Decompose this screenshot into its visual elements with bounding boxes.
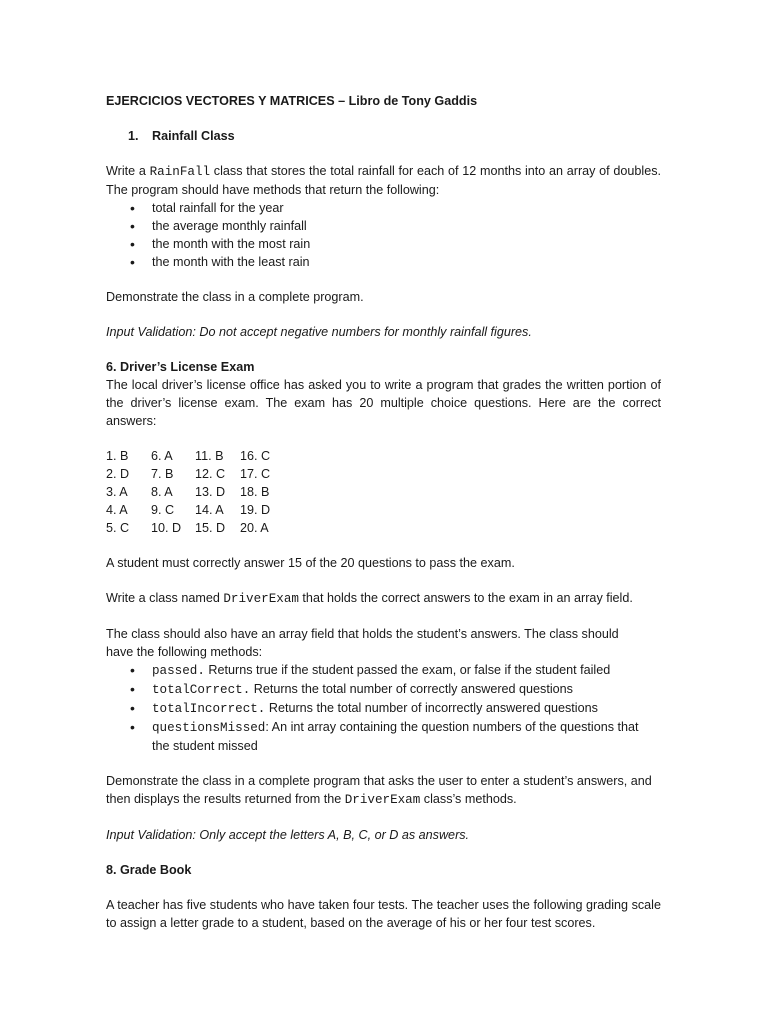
rainfall-demonstrate: Demonstrate the class in a complete program. (106, 290, 364, 304)
methods-bullet-list (106, 661, 661, 737)
list-item: • the average monthly rainfall (106, 217, 661, 235)
section-heading-drivers-exam: 6. Driver’s License Exam (106, 360, 255, 374)
list-item-continuation: the student missed (152, 739, 258, 753)
list-item: • the month with the least rain (106, 253, 661, 271)
drivers-exam-class-text: Write a class named DriverExam that holds the correct answers to the exam in an array field. (106, 591, 633, 606)
drivers-exam-demonstrate: Demonstrate the class in a complete program that asks the user to enter a student’s answers, and then displays the results returned from the DriverExam class’s methods. (106, 774, 652, 807)
drivers-exam-intro: The local driver’s license office has asked you to write a program that grades the written portion of the driver’s license exam. The exam has 20 multiple choice questions. Here are the correct answers: (106, 378, 661, 428)
pass-requirement: A student must correctly answer 15 of the 20 questions to pass the exam. (106, 556, 515, 570)
list-item: • the month with the most rain (106, 235, 661, 253)
table-row: 1. B 6. A 11. B 16. C (106, 449, 271, 463)
table-row: 5. C 10. D 15. D 20. A (106, 521, 269, 535)
section-heading-grade-book: 8. Grade Book (106, 863, 192, 877)
drivers-exam-validation: Input Validation: Only accept the letters A, B, C, or D as answers. (106, 828, 470, 842)
list-item: • passed. Returns true if the student passed the exam, or false if the student failed (106, 661, 661, 680)
rainfall-bullet-list (106, 199, 661, 271)
table-row: 2. D 7. B 12. C 17. C (106, 467, 271, 481)
answer-key-table (106, 447, 280, 537)
list-item: • questionsMissed: An int array containing the question numbers of the questions that (106, 718, 661, 737)
rainfall-description: Write a RainFall class that stores the total rainfall for each of 12 months into an array of doubles. The program should have methods that return the following: (106, 164, 661, 197)
methods-intro-line2: have the following methods: (106, 645, 263, 659)
list-item: • totalCorrect. Returns the total number of correctly answered questions (106, 680, 661, 699)
rainfall-validation: Input Validation: Do not accept negative numbers for monthly rainfall figures. (106, 325, 532, 339)
grade-book-description: A teacher has five students who have taken four tests. The teacher uses the following grading scale to assign a letter grade to a student, based on the average of his or her four test scores. (106, 898, 661, 930)
code-driverexam: DriverExam (223, 592, 299, 606)
code-driverexam-2: DriverExam (344, 793, 421, 807)
document-title: EJERCICIOS VECTORES Y MATRICES – Libro de Tony Gaddis (106, 94, 478, 108)
methods-intro-line1: The class should also have an array field that holds the student’s answers. The class should (106, 627, 619, 641)
list-item: • totalIncorrect. Returns the total number of incorrectly answered questions (106, 699, 661, 718)
document-body (106, 92, 661, 932)
list-item: • total rainfall for the year (106, 199, 661, 217)
table-row: 4. A 9. C 14. A 19. D (106, 503, 271, 517)
section-heading-rainfall: 1. Rainfall Class (128, 129, 235, 143)
code-rainfall: RainFall (149, 165, 211, 179)
table-row: 3. A 8. A 13. D 18. B (106, 485, 270, 499)
